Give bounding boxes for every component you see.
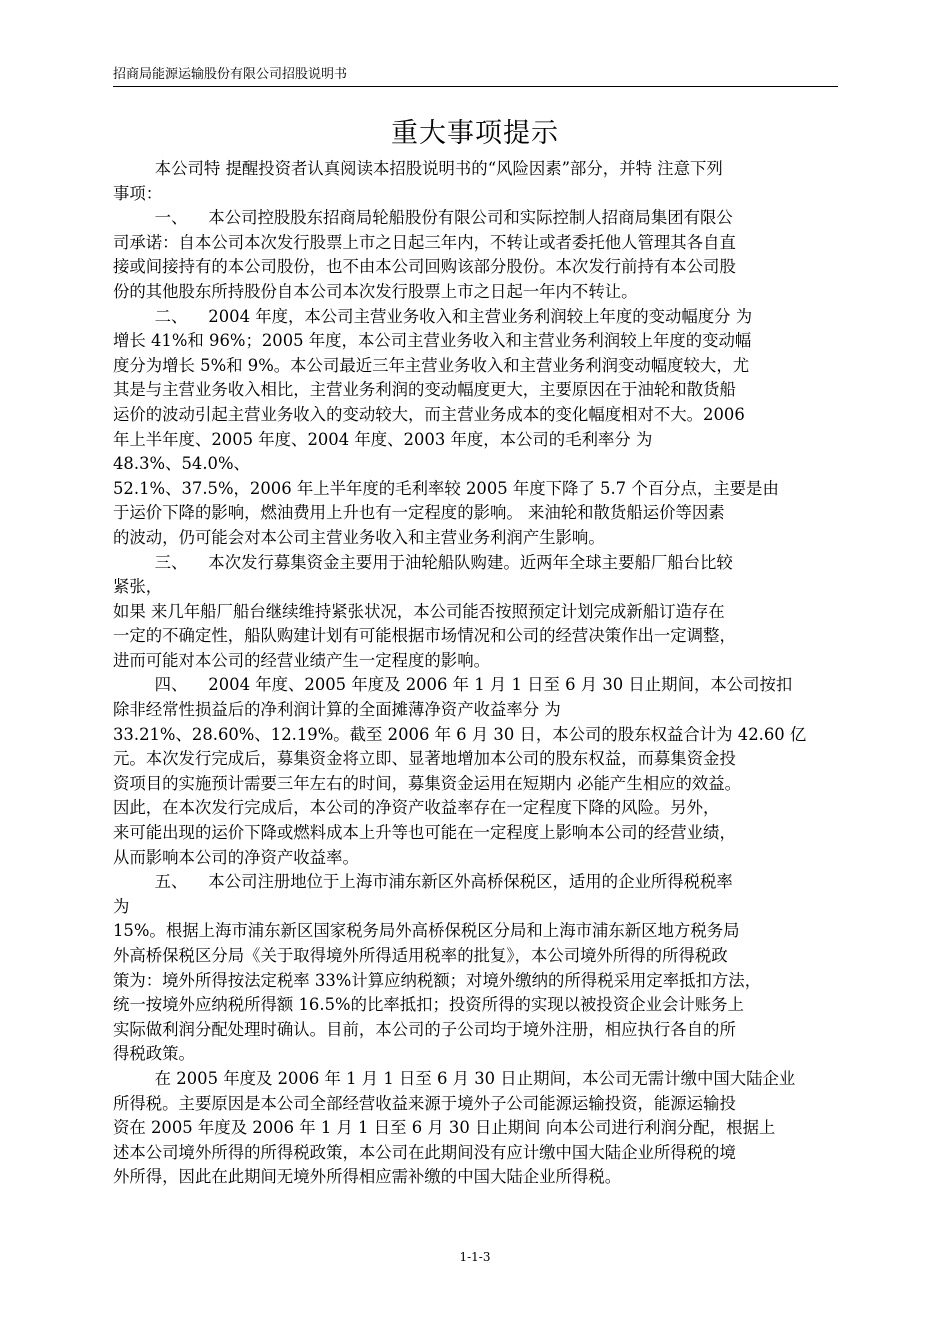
text-line: 元。本次发行完成后，募集资金将立即、显著地增加本公司的股东权益，而募集资金投 — [113, 749, 736, 769]
text-line: 来可能出现的运价下降或燃料成本上升等也可能在一定程度上影响本公司的经营业绩， — [113, 823, 736, 843]
text-line: 得税政策。 — [113, 1044, 195, 1064]
text-line: 年上半年度、2005 年度、2004 年度、2003 年度，本公司的毛利率分 为 — [113, 429, 653, 449]
text-line: 进而可能对本公司的经营业绩产生一定程度的影响。 — [113, 650, 490, 670]
text-line: 运价的波动引起主营业务收入的变动较大，而主营业务成本的变化幅度相对不大。2006 — [113, 404, 745, 424]
text-line: 度分为增长 5%和 9%。本公司最近三年主营业务收入和主营业务利润变动幅度较大，尤 — [113, 355, 750, 375]
text-line: 本公司特 提醒投资者认真阅读本招股说明书的“风险因素”部分，并特 注意下列 — [113, 159, 723, 178]
page-title: 重大事项提示 — [391, 118, 559, 149]
text-line: 外高桥保税区分局《关于取得境外所得适用税率的批复》，本公司境外所得的所得税政 — [113, 946, 728, 965]
text-line: 策为：境外所得按法定税率 33%计算应纳税额；对境外缴纳的所得税采用定率抵扣方法， — [113, 970, 762, 990]
text-line: 其是与主营业务收入相比，主营业务利润的变动幅度更大，主要原因在于油轮和散货船 — [113, 380, 736, 400]
text-line: 除非经常性损益后的净利润计算的全面摊薄净资产收益率分 为 — [113, 700, 561, 720]
text-line: 33.21%、28.60%、12.19%。截至 2006 年 6 月 30 日，本公司的股东权益合计为 42.60 亿 — [113, 724, 807, 744]
text-line: 司承诺：自本公司本次发行股票上市之日起三年内，不转让或者委托他人管理其各自直 — [113, 232, 736, 252]
text-line: 外所得，因此在此期间无境外所得相应需补缴的中国大陆企业所得税。 — [113, 1167, 622, 1187]
text-line: 事项： — [113, 183, 163, 203]
text-line: 在 2005 年度及 2006 年 1 月 1 日至 6 月 30 日止期间，本公司无需计缴中国大陆企业 — [113, 1068, 796, 1088]
text-line: 实际做利润分配处理时确认。目前，本公司的子公司均于境外注册，相应执行各自的所 — [113, 1019, 736, 1039]
text-line: 一定的不确定性，船队购建计划有可能根据市场情况和公司的经营决策作出一定调整， — [113, 626, 736, 646]
text-line: 二、 2004 年度，本公司主营业务收入和主营业务利润较上年度的变动幅度分 为 — [113, 306, 753, 326]
text-line: 15%。根据上海市浦东新区国家税务局外高桥保税区分局和上海市浦东新区地方税务局 — [113, 921, 740, 941]
text-line: 四、 2004 年度、2005 年度及 2006 年 1 月 1 日至 6 月 30 日止期间，本公司按扣 — [113, 675, 793, 695]
text-line: 述本公司境外所得的所得税政策，本公司在此期间没有应计缴中国大陆企业所得税的境 — [113, 1142, 736, 1162]
text-line: 为 — [113, 896, 130, 916]
page-number: 1-1-3 — [459, 1250, 491, 1264]
text-line: 一、 本公司控股股东招商局轮船股份有限公司和实际控制人招商局集团有限公 — [113, 208, 733, 228]
text-line: 统一按境外应纳税所得额 16.5%的比率抵扣；投资所得的实现以被投资企业会计账务上 — [113, 995, 744, 1015]
text-line: 资项目的实施预计需要三年左右的时间，募集资金运用在短期内 必能产生相应的效益。 — [113, 773, 742, 793]
text-line: 所得税。主要原因是本公司全部经营收益来源于境外子公司能源运输投资，能源运输投 — [113, 1093, 736, 1113]
text-line: 五、 本公司注册地位于上海市浦东新区外高桥保税区，适用的企业所得税税率 — [113, 872, 733, 892]
text-line: 资在 2005 年度及 2006 年 1 月 1 日至 6 月 30 日止期间 向本公司进行利润分配，根据上 — [113, 1118, 776, 1138]
text-line: 紧张， — [113, 577, 163, 597]
text-line: 于运价下降的影响，燃油费用上升也有一定程度的影响。 来油轮和散货船运价等因素 — [113, 503, 725, 523]
text-line: 因此，在本次发行完成后，本公司的净资产收益率存在一定程度下降的风险。另外， — [113, 798, 720, 818]
text-line: 接或间接持有的本公司股份，也不由本公司回购该部分股份。本次发行前持有本公司股 — [113, 257, 736, 277]
document-body — [113, 157, 848, 1190]
text-line: 48.3%、54.0%、 — [113, 454, 250, 474]
text-line: 三、 本次发行募集资金主要用于油轮船队购建。近两年全球主要船厂船台比较 — [113, 552, 733, 572]
text-line: 的波动，仍可能会对本公司主营业务收入和主营业务利润产生影响。 — [113, 527, 605, 547]
text-line: 52.1%、37.5%，2006 年上半年度的毛利率较 2005 年度下降了 5.7 个百分点，主要是由 — [113, 478, 779, 498]
text-line: 增长 41%和 96%；2005 年度，本公司主营业务收入和主营业务利润较上年度的变动幅 — [113, 331, 752, 351]
text-line: 如果 来几年船厂船台继续维持紧张状况，本公司能否按照预定计划完成新船订造存在 — [113, 601, 725, 621]
text-line: 份的其他股东所持股份自本公司本次发行股票上市之日起一年内不转让。 — [113, 281, 638, 301]
text-line: 从而影响本公司的净资产收益率。 — [113, 847, 359, 867]
running-header: 招商局能源运输股份有限公司招股说明书 — [113, 66, 838, 87]
